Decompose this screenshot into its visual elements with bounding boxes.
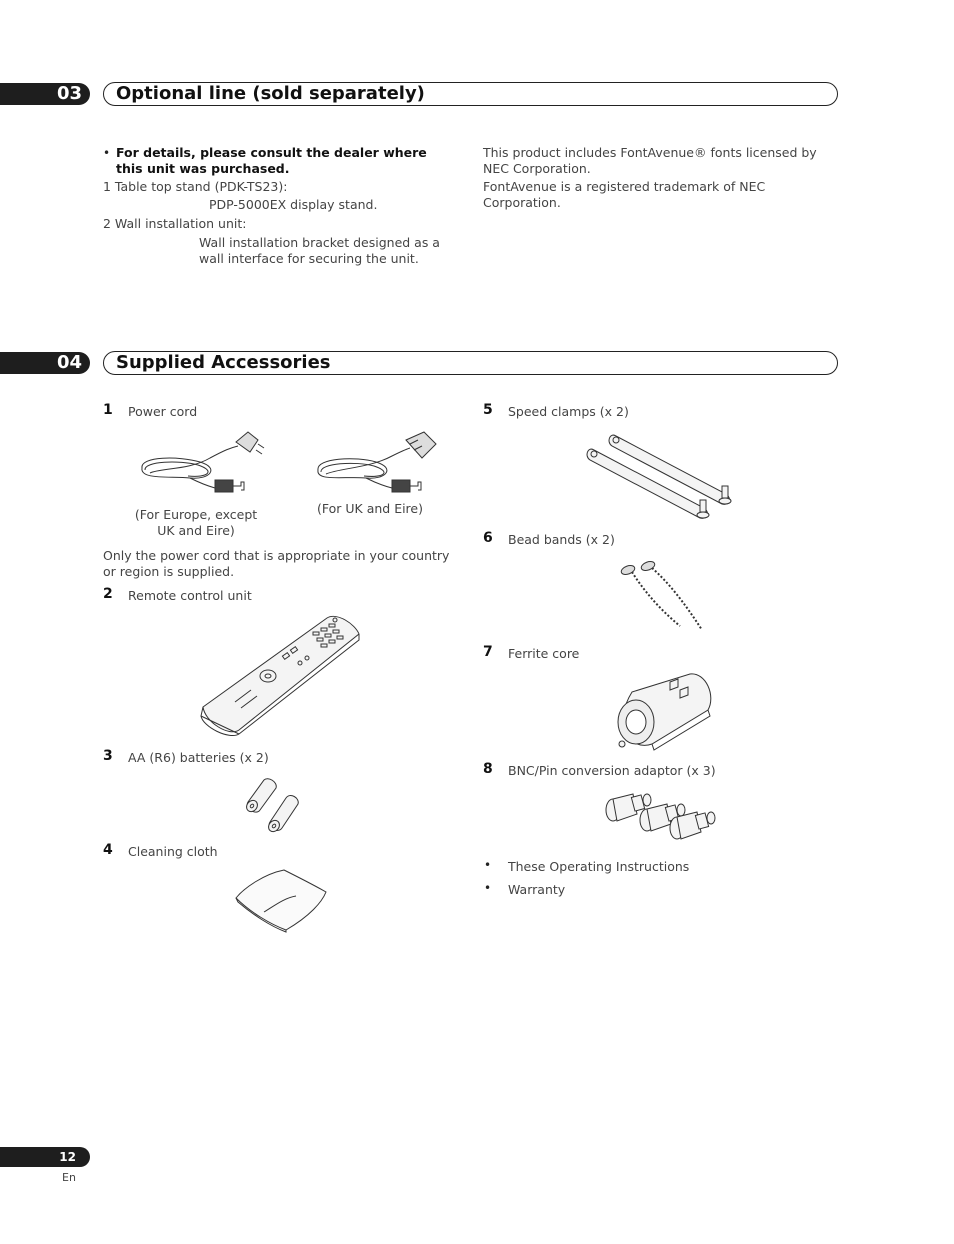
item-label-ferrite-core: Ferrite core: [508, 646, 580, 661]
cord-caption-uk: (For UK and Eire): [317, 501, 423, 516]
language-label: En: [62, 1171, 76, 1184]
cord-caption-eu: (For Europe, except UK and Eire): [134, 507, 258, 538]
item-number: 5: [483, 402, 493, 418]
extra-operating-instructions: These Operating Instructions: [508, 859, 690, 874]
section-header-04: [103, 351, 838, 375]
section-number-04: 04: [0, 352, 90, 374]
item-label-bnc-adaptor: BNC/Pin conversion adaptor (x 3): [508, 763, 716, 778]
section-number-03: 03: [0, 83, 90, 105]
item-label-power-cord: Power cord: [128, 404, 198, 419]
section-title: Optional line (sold separately): [116, 83, 425, 104]
item-number: 4: [103, 842, 113, 858]
item-number: 6: [483, 530, 493, 546]
item-number: 7: [483, 644, 493, 660]
item-number: 1: [103, 402, 113, 418]
bead-bands-illustration: [618, 558, 706, 633]
ferrite-core-illustration: [610, 670, 722, 754]
item-label-batteries: AA (R6) batteries (x 2): [128, 750, 269, 765]
power-cord-uk-illustration: [310, 428, 450, 498]
section-header-03: [103, 82, 838, 106]
font-notice: This product includes FontAvenue® fonts licensed by NEC Corporation.: [483, 145, 817, 176]
optional-item-2-label: 2 Wall installation unit:: [103, 216, 247, 231]
item-label-bead-bands: Bead bands (x 2): [508, 532, 615, 547]
power-cord-eu-illustration: [130, 428, 270, 498]
batteries-illustration: [238, 774, 323, 836]
section-title: Supplied Accessories: [116, 352, 331, 373]
page-number: 12: [0, 1147, 90, 1167]
optional-item-1-desc: PDP-5000EX display stand.: [209, 197, 378, 212]
bullet-icon: •: [103, 146, 111, 160]
dealer-note: For details, please consult the dealer where this unit was purchased.: [116, 145, 427, 176]
remote-control-illustration: [195, 612, 365, 737]
optional-item-2-desc: Wall installation bracket designed as a wall interface for securing the unit.: [199, 235, 440, 266]
item-number: 2: [103, 586, 113, 602]
item-number: 8: [483, 761, 493, 777]
extra-warranty: Warranty: [508, 882, 566, 897]
bnc-adaptor-illustration: [603, 790, 718, 842]
item-label-remote: Remote control unit: [128, 588, 252, 603]
bullet-icon: •: [484, 858, 492, 872]
item-number: 3: [103, 748, 113, 764]
cord-note: Only the power cord that is appropriate in your country or region is supplied.: [103, 548, 450, 579]
speed-clamps-illustration: [582, 428, 740, 523]
cleaning-cloth-illustration: [234, 868, 329, 933]
optional-item-1-label: 1 Table top stand (PDK-TS23):: [103, 179, 288, 194]
item-label-cloth: Cleaning cloth: [128, 844, 218, 859]
trademark-notice: FontAvenue is a registered trademark of NEC Corporation.: [483, 179, 766, 210]
item-label-speed-clamps: Speed clamps (x 2): [508, 404, 629, 419]
bullet-icon: •: [484, 881, 492, 895]
